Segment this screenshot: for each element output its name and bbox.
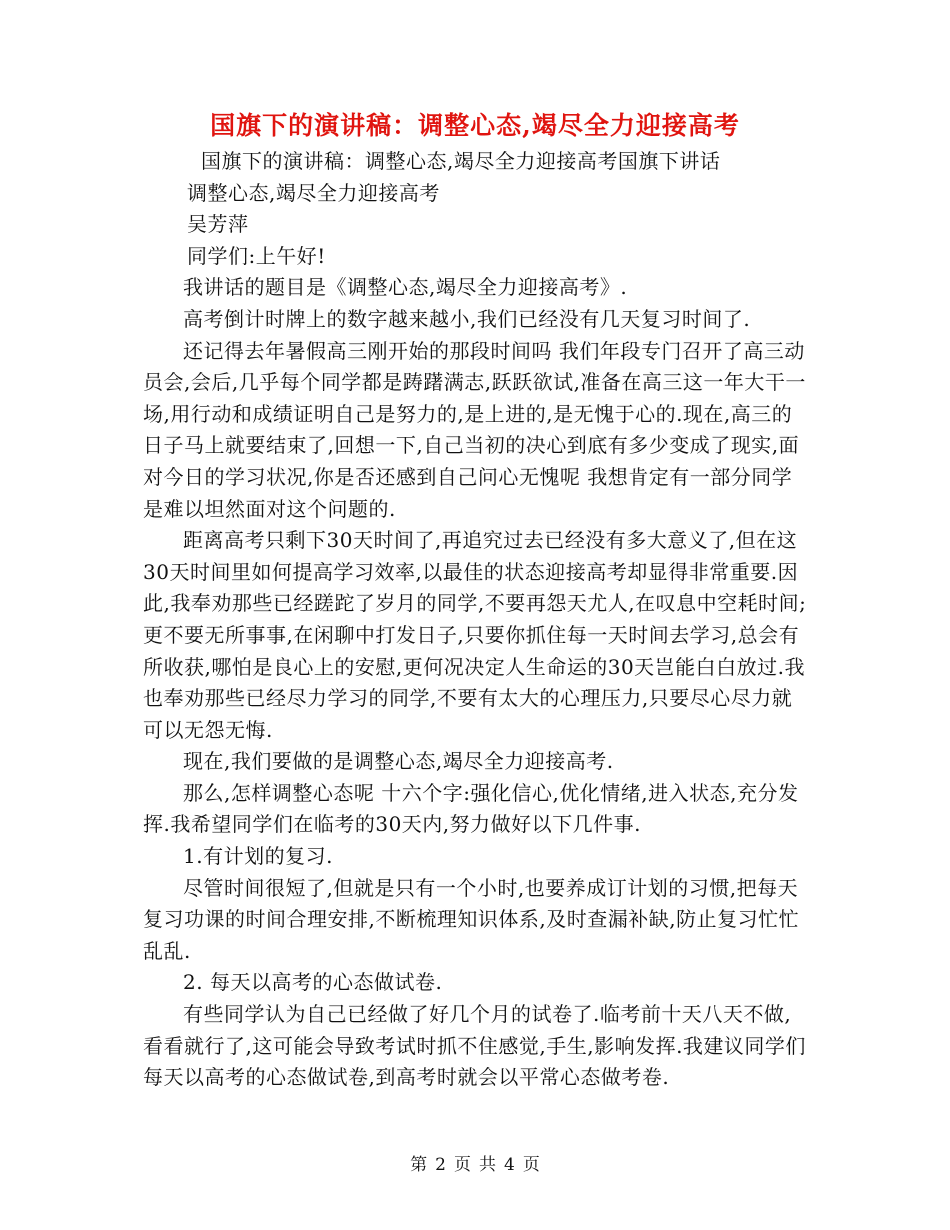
page-footer — [0, 1150, 950, 1180]
paragraph: 高考倒计时牌上的数字越来越小,我们已经没有几天复习时间了. — [183, 306, 751, 331]
list-heading: 2. 每天以高考的心态做试卷. — [183, 970, 443, 995]
paragraph: 现在,我们要做的是调整心态,竭尽全力迎接高考. — [183, 749, 614, 774]
page-number: 2 — [435, 1155, 446, 1175]
page-unit: 页 — [454, 1155, 471, 1175]
list-heading: 1.有计划的复习. — [183, 844, 333, 869]
total-pages: 4 — [504, 1155, 515, 1175]
paragraph-heading-repeat: 国旗下的演讲稿：调整心态,竭尽全力迎接高考国旗下讲话 — [201, 149, 721, 173]
paragraph-author: 吴芳萍 — [187, 212, 249, 237]
paragraph: 那么,怎样调整心态呢 十六个字:强化信心,优化情绪,进入状态,充分发挥.我希望同学们在临考的30天内,努力做好以下几件事. — [143, 780, 799, 837]
total-unit: 页 — [522, 1155, 540, 1175]
paragraph: 尽管时间很短了,但就是只有一个小时,也要养成订计划的习惯,把每天复习功课的时间合理安排,不断梳理知识体系,及时查漏补缺,防止复习忙忙乱乱. — [143, 875, 800, 963]
paragraph: 还记得去年暑假高三刚开始的那段时间吗 我们年段专门召开了高三动员会,会后,几乎每个同学都是踌躇满志,跃跃欲试,准备在高三这一年大干一场,用行动和成绩证明自己是努力的,是上进的,是无愧于心的.现在,高三的日子马上就要结束了,回想一下,自己当初的决心到底有多少变成了现实,面对今日的学习状况,你是否还感到自己问心无愧呢 我想肯定有一部分同学是难以坦然面对这个问题的. — [143, 338, 806, 521]
paragraph: 距离高考只剩下30天时间了,再追究过去已经没有多大意义了,但在这30天时间里如何提高学习效率,以最佳的状态迎接高考却显得非常重要.因此,我奉劝那些已经蹉跎了岁月的同学,不要再怨天尤人,在叹息中空耗时间;更不要无所事事,在闲聊中打发日子,只要你抓住每一天时间去学习,总会有所收获,哪怕是良心上的安慰,更何况决定人生命运的30天岂能白白放过.我也奉劝那些已经尽力学习的同学,不要有太大的心理压力,只要尽心尽力就可以无怨无悔. — [143, 528, 807, 742]
document-body — [143, 146, 809, 1094]
paragraph-subtitle: 调整心态,竭尽全力迎接高考 — [187, 180, 440, 205]
paragraph-greeting: 同学们:上午好! — [187, 243, 326, 268]
document-title: 国旗下的演讲稿：调整心态,竭尽全力迎接高考 — [210, 111, 740, 140]
paragraph: 我讲话的题目是《调整心态,竭尽全力迎接高考》. — [183, 275, 628, 300]
total-prefix: 共 — [479, 1155, 496, 1175]
paragraph: 有些同学认为自己已经做了好几个月的试卷了.临考前十天八天不做,看看就行了,这可能会导致考试时抓不住感觉,手生,影响发挥.我建议同学们每天以高考的心态做试卷,到高考时就会以平常心态做考卷. — [143, 1002, 806, 1090]
page-prefix: 第 — [410, 1155, 428, 1175]
